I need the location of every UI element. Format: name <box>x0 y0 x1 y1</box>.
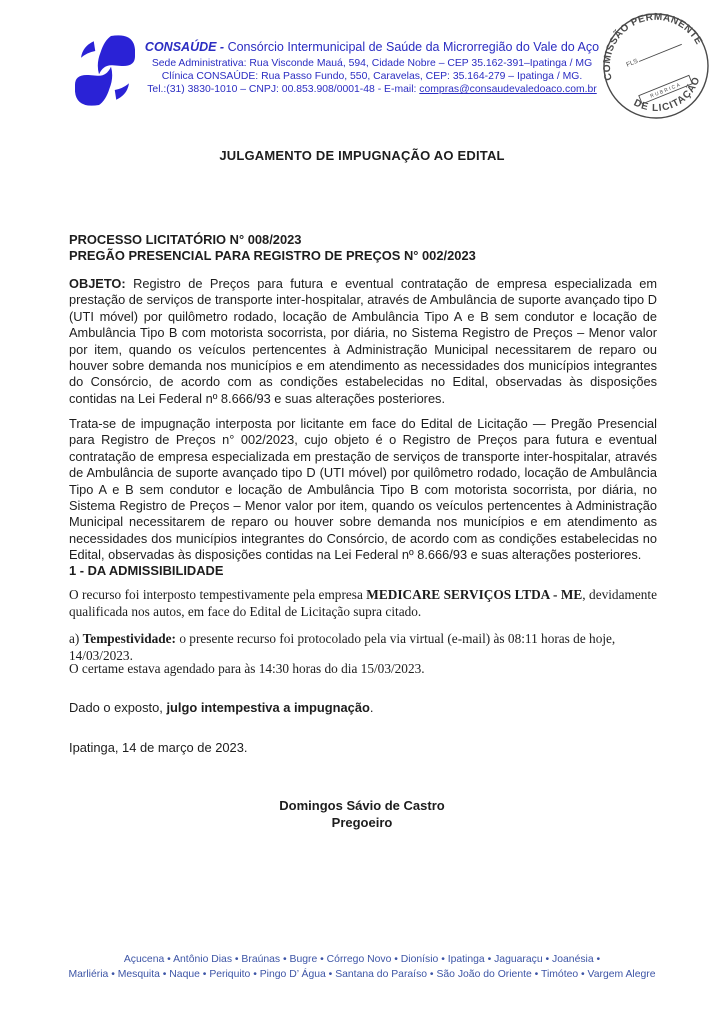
org-name-line <box>92 40 652 55</box>
stamp-rubrica-label: RUBRICA <box>649 81 683 100</box>
recurso-paragraph <box>69 586 657 620</box>
signer-role: Pregoeiro <box>331 815 393 830</box>
company-name: MEDICARE SERVIÇOS LTDA - ME <box>366 587 583 602</box>
objeto-text: Registro de Preços para futura e eventual contratação de empresa especializada em prestação de serviços de transporte inter-hospitalar, através de Ambulância de suporte avançado tipo D (UTI móvel) por quilômetro rodado, locação de Ambulância Tipo A e B sem condutor e locação de Ambulância Tipo B com motorista socorrista, por diária, no Sistema Registro de Preços – Menor valor por item, quando os veículos pertencentes à Administração Municipal necessitarem de reparo ou houver sobre demanda nos municípios e em atendimento as necessidades dos municípios integrantes do Consórcio, de acordo com as condições estabelecidas no Edital, observadas às disposições contidas na Lei Federal nº 8.666/93 e suas alterações posteriores. <box>69 276 657 406</box>
svg-text:COMISSÃO PERMANENTE <box>600 10 705 83</box>
document-title: JULGAMENTO DE IMPUGNAÇÃO AO EDITAL <box>219 148 505 163</box>
conclusion-paragraph <box>69 700 657 715</box>
footer-line-2: Marliéria • Mesquita • Naque • Periquito • Pingo D’ Água • Santana do Paraíso • São João do Oriente • Timóteo • Vargem Alegre <box>68 969 656 980</box>
address-line-2: Clínica CONSAÚDE: Rua Passo Fundo, 550, Caravelas, CEP: 35.164-279 – Ipatinga / MG. <box>161 71 583 82</box>
footer-line-1: Açucena • Antônio Dias • Braúnas • Bugre • Córrego Novo • Dionísio • Ipatinga • Jaguaraçu • Joanésia • <box>123 954 601 965</box>
section-heading-admissibilidade: 1 - DA ADMISSIBILIDADE <box>69 563 224 578</box>
tempestividade-item <box>69 630 657 664</box>
process-number: PROCESSO LICITATÓRIO N° 008/2023 <box>69 232 302 247</box>
conclusion-decision: julgo intempestiva a impugnação <box>166 700 370 715</box>
dateline: Ipatinga, 14 de março de 2023. <box>69 740 248 755</box>
objeto-label: OBJETO: <box>69 276 126 291</box>
letterhead <box>92 40 652 96</box>
conclusion-before: Dado o exposto, <box>69 700 167 715</box>
org-subtitle: Consórcio Intermunicipal de Saúde da Microrregião do Vale do Aço <box>224 40 600 54</box>
certame-paragraph: O certame estava agendado para às 14:30 horas do dia 15/03/2023. <box>69 661 425 676</box>
process-block <box>69 232 657 264</box>
conclusion-after: . <box>369 700 374 715</box>
stamp-fls-label: FLS <box>625 57 640 69</box>
address-line-1: Sede Administrativa: Rua Visconde Mauá, 594, Cidade Nobre – CEP 35.162-391–Ipatinga / MG <box>151 58 593 69</box>
phone-cnpj: Tel.:(31) 3830-1010 – CNPJ: 00.853.908/0001-48 - E-mail: <box>147 84 420 95</box>
item-a-prefix: a) <box>69 631 83 646</box>
footer-municipalities <box>40 952 684 982</box>
recurso-text-before: O recurso foi interposto tempestivamente pela empresa <box>69 587 367 602</box>
licitacao-stamp-icon <box>600 10 712 122</box>
pregao-number: PREGÃO PRESENCIAL PARA REGISTRO DE PREÇOS N° 002/2023 <box>69 248 476 263</box>
stamp-arc-bottom-label: DE LICITAÇÃO <box>631 75 703 114</box>
tempestividade-text: o presente recurso foi protocolado pela via virtual (e-mail) às 08:11 horas de hoje, 14/03/2023. <box>69 631 616 663</box>
recurso-text-after: , devidamente qualificada nos autos, em face do Edital de Licitação supra citado. <box>69 587 657 619</box>
impugnacao-paragraph: Trata-se de impugnação interposta por licitante em face do Edital de Licitação — Pregão Presencial para Registro de Preços n° 002/2023, cujo objeto é o Registro de Preços para futura e eventual contratação de empresa especializada em prestação de serviços de transporte inter-hospitalar, através de Ambulância de suporte avançado tipo D (UTI móvel) por quilômetro rodado, locação de Ambulância Tipo A e B sem condutor e locação de Ambulância Tipo B com motorista socorrista, por diária, no Sistema Registro de Preços – Menor valor por item, quando os veículos pertencentes à Administração Municipal necessitarem de reparo ou houver sobre demanda nos municípios e em atendimento as necessidades dos municípios integrantes do Consórcio, de acordo com as condições estabelecidas no Edital, observadas às disposições contidas na Lei Federal nº 8.666/93 e suas alterações posteriores. <box>69 416 657 563</box>
stamp-arc-top-label: COMISSÃO PERMANENTE <box>601 11 705 82</box>
signature-block <box>0 797 724 831</box>
signer-name: Domingos Sávio de Castro <box>279 798 445 813</box>
objeto-paragraph <box>69 276 657 407</box>
tempestividade-label: Tempestividade: <box>82 631 176 646</box>
contact-line <box>92 83 652 96</box>
org-name: CONSAÚDE - <box>144 40 225 54</box>
email-link[interactable]: compras@consaudevaledoaco.com.br <box>419 84 597 95</box>
